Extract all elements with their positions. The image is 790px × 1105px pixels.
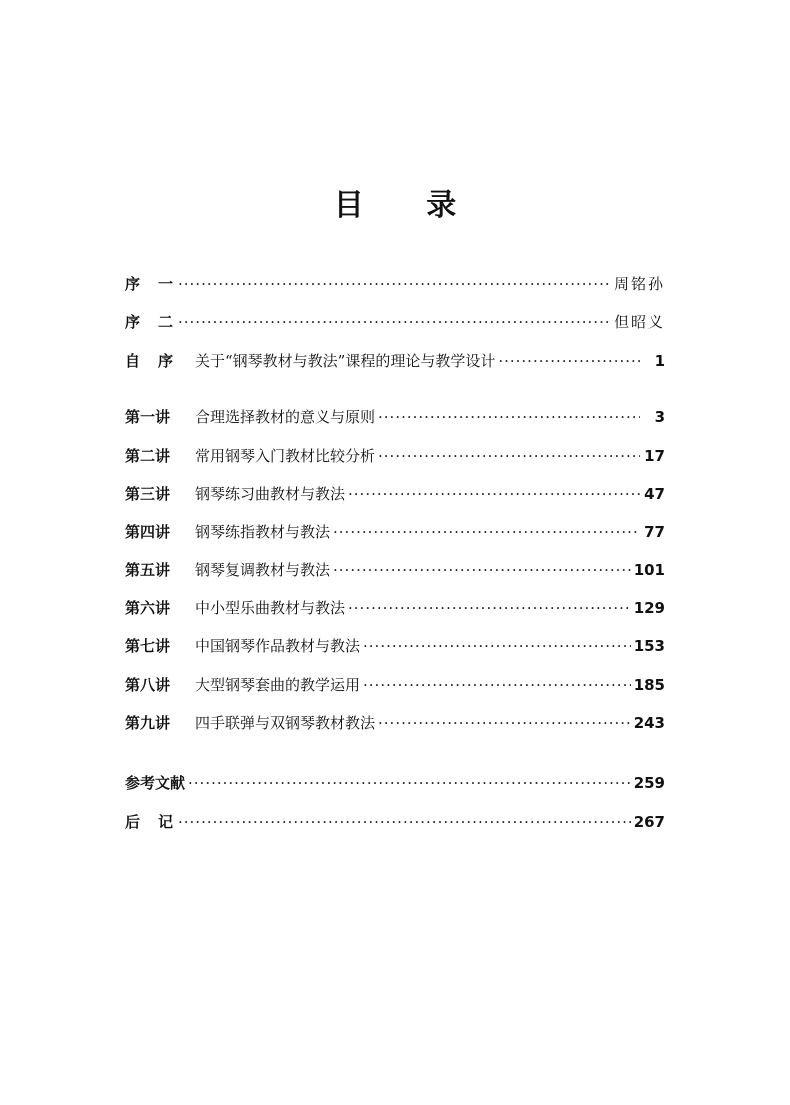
toc-entry-page: 17 xyxy=(644,447,665,465)
toc-entry-page: 77 xyxy=(644,523,665,541)
toc-entry-label: 第一讲 xyxy=(125,408,171,426)
toc-entry-label: 第五讲 xyxy=(125,561,171,579)
leader-dots xyxy=(348,594,631,622)
leader-dots xyxy=(178,308,611,336)
toc-entry-page: 153 xyxy=(633,637,665,655)
toc-entry-title: 中国钢琴作品教材与教法 xyxy=(195,637,361,655)
leader-dots xyxy=(378,709,631,737)
toc-entry-title: 大型钢琴套曲的教学运用 xyxy=(195,676,361,694)
toc-entry-page: 267 xyxy=(633,813,665,831)
toc-entry-page: 1 xyxy=(654,352,665,370)
toc-entry-page: 185 xyxy=(633,676,665,694)
toc-entry-page: 101 xyxy=(633,561,665,579)
toc-entry-label: 第九讲 xyxy=(125,714,171,732)
leader-dots xyxy=(348,480,640,508)
toc-entry-label: 自序 xyxy=(125,352,192,370)
toc-entry-afterword[interactable] xyxy=(125,808,665,836)
toc-entry-label: 第七讲 xyxy=(125,637,171,655)
toc-entry-title: 钢琴复调教材与教法 xyxy=(195,561,331,579)
toc-entry-lecture-1[interactable] xyxy=(125,403,665,431)
toc-entry-title: 中小型乐曲教材与教法 xyxy=(195,599,346,617)
toc-entry-lecture-6[interactable] xyxy=(125,594,665,622)
toc-entry-label: 序一 xyxy=(125,275,192,293)
leader-dots xyxy=(333,518,640,546)
toc-entry-preface-2[interactable] xyxy=(125,308,665,336)
toc-entry-title: 四手联弹与双钢琴教材教法 xyxy=(195,714,376,732)
toc-entry-author-preface[interactable] xyxy=(125,347,665,375)
toc-entry-lecture-5[interactable] xyxy=(125,556,665,584)
toc-entry-page: 129 xyxy=(633,599,665,617)
toc-entry-lecture-2[interactable] xyxy=(125,442,665,470)
toc-entry-label: 第四讲 xyxy=(125,523,171,541)
toc-entry-lecture-9[interactable] xyxy=(125,709,665,737)
toc-entry-label: 第三讲 xyxy=(125,485,171,503)
toc-entry-title: 关于“钢琴教材与教法”课程的理论与教学设计 xyxy=(195,352,496,370)
toc-entry-author: 但昭义 xyxy=(613,313,665,331)
toc-entry-label: 第二讲 xyxy=(125,447,171,465)
toc-entry-title: 钢琴练指教材与教法 xyxy=(195,523,331,541)
toc-entry-references[interactable] xyxy=(125,769,665,797)
toc-entry-page: 243 xyxy=(633,714,665,732)
leader-dots xyxy=(363,671,631,699)
toc-entry-lecture-7[interactable] xyxy=(125,632,665,660)
toc-entry-title: 常用钢琴入门教材比较分析 xyxy=(195,447,376,465)
toc-entry-lecture-3[interactable] xyxy=(125,480,665,508)
toc-entry-lecture-4[interactable] xyxy=(125,518,665,546)
toc-entry-author: 周铭孙 xyxy=(613,275,665,293)
leader-dots xyxy=(498,347,640,375)
toc-entry-lecture-8[interactable] xyxy=(125,671,665,699)
leader-dots xyxy=(333,556,631,584)
toc-entry-label: 第六讲 xyxy=(125,599,171,617)
toc-entry-title: 合理选择教材的意义与原则 xyxy=(195,408,376,426)
leader-dots xyxy=(378,403,640,431)
toc-entry-page: 47 xyxy=(644,485,665,503)
toc-entry-preface-1[interactable] xyxy=(125,270,665,298)
leader-dots xyxy=(178,808,631,836)
leader-dots xyxy=(188,769,631,797)
page-title: 目 录 xyxy=(333,188,483,223)
toc-entry-label: 后记 xyxy=(125,813,192,831)
toc-entry-page: 3 xyxy=(654,408,665,426)
toc-entry-title: 钢琴练习曲教材与教法 xyxy=(195,485,346,503)
toc-entry-label: 参考文献 xyxy=(125,774,186,792)
toc-entry-page: 259 xyxy=(633,774,665,792)
leader-dots xyxy=(178,270,611,298)
leader-dots xyxy=(363,632,631,660)
toc-entry-label: 序二 xyxy=(125,313,192,331)
toc-entry-label: 第八讲 xyxy=(125,676,171,694)
leader-dots xyxy=(378,442,640,470)
